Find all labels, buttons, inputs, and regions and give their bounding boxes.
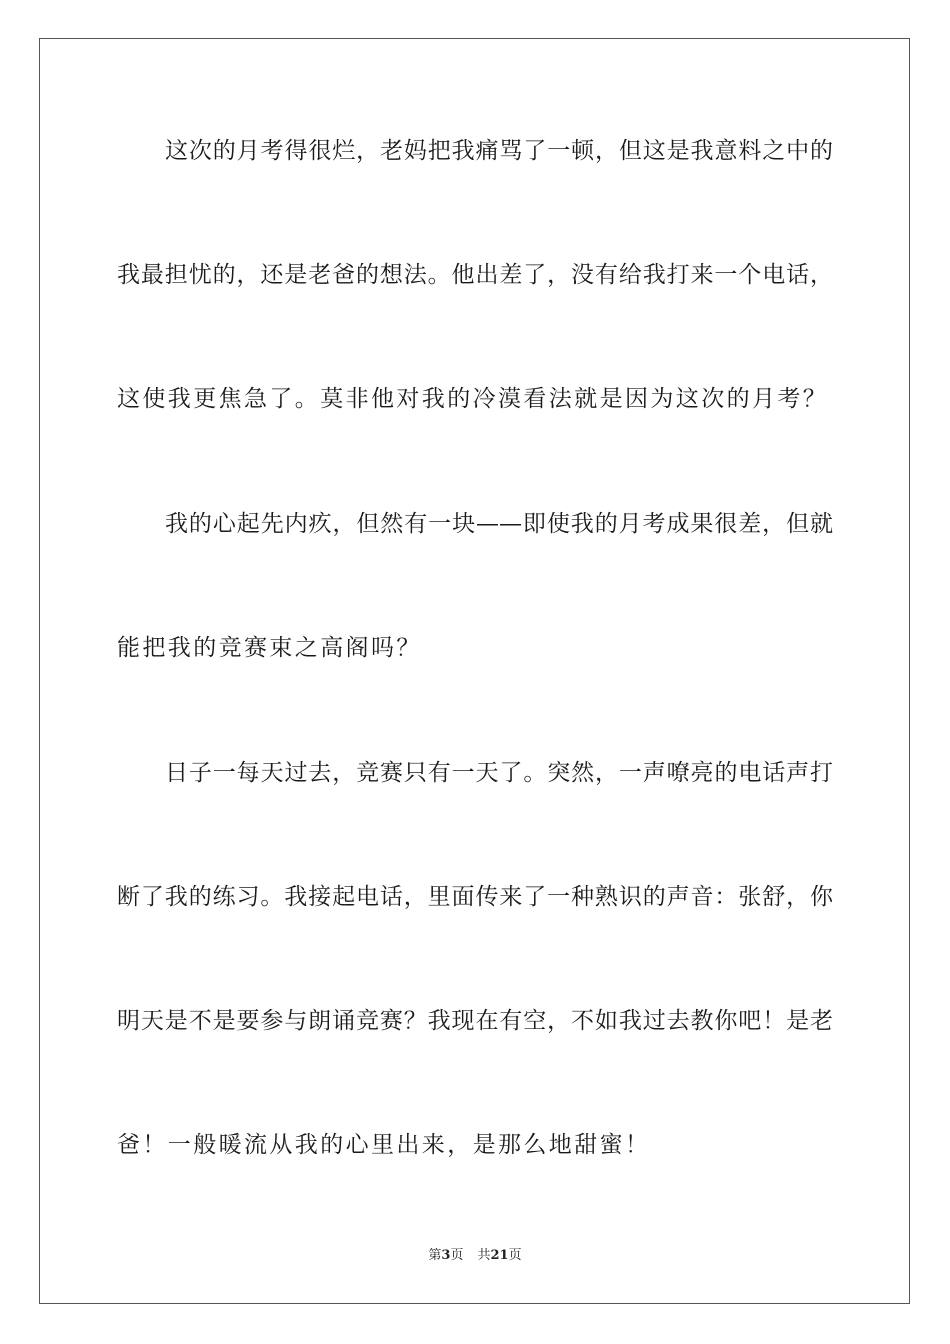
paragraph-1-line-2: 我最担忧的，还是老爸的想法。他出差了，没有给我打来一个电话， [117, 262, 833, 288]
paragraph-3-line-2: 断了我的练习。我接起电话，里面传来了一种熟识的声音：张舒，你 [117, 884, 833, 910]
paragraph-1-line-3: 这使我更焦急了。莫非他对我的冷漠看法就是因为这次的月考？ [117, 386, 829, 412]
paragraph-3-line-4: 爸！一般暖流从我的心里出来，是那么地甜蜜！ [117, 1132, 651, 1158]
page-suffix: 页 [450, 1248, 464, 1263]
paragraph-3-line-3: 明天是不是要参与朗诵竞赛？我现在有空，不如我过去教你吧！是老 [117, 1008, 833, 1034]
paragraph-1-line-1: 这次的月考得很烂，老妈把我痛骂了一顿，但这是我意料之中的 [165, 138, 833, 164]
page-border [39, 38, 910, 1304]
total-prefix: 共 [477, 1248, 491, 1263]
paragraph-2-line-2: 能把我的竞赛束之高阁吗？ [117, 635, 422, 661]
total-pages: 21 [490, 1248, 509, 1263]
page-number: 3 [441, 1248, 451, 1263]
page-prefix: 第 [428, 1248, 442, 1263]
total-suffix: 页 [508, 1248, 522, 1263]
page-footer [0, 1248, 950, 1264]
paragraph-2-line-1: 我的心起先内疚，但然有一块——即使我的月考成果很差，但就 [165, 511, 833, 537]
paragraph-3-line-1: 日子一每天过去，竞赛只有一天了。突然，一声嘹亮的电话声打 [165, 760, 833, 786]
